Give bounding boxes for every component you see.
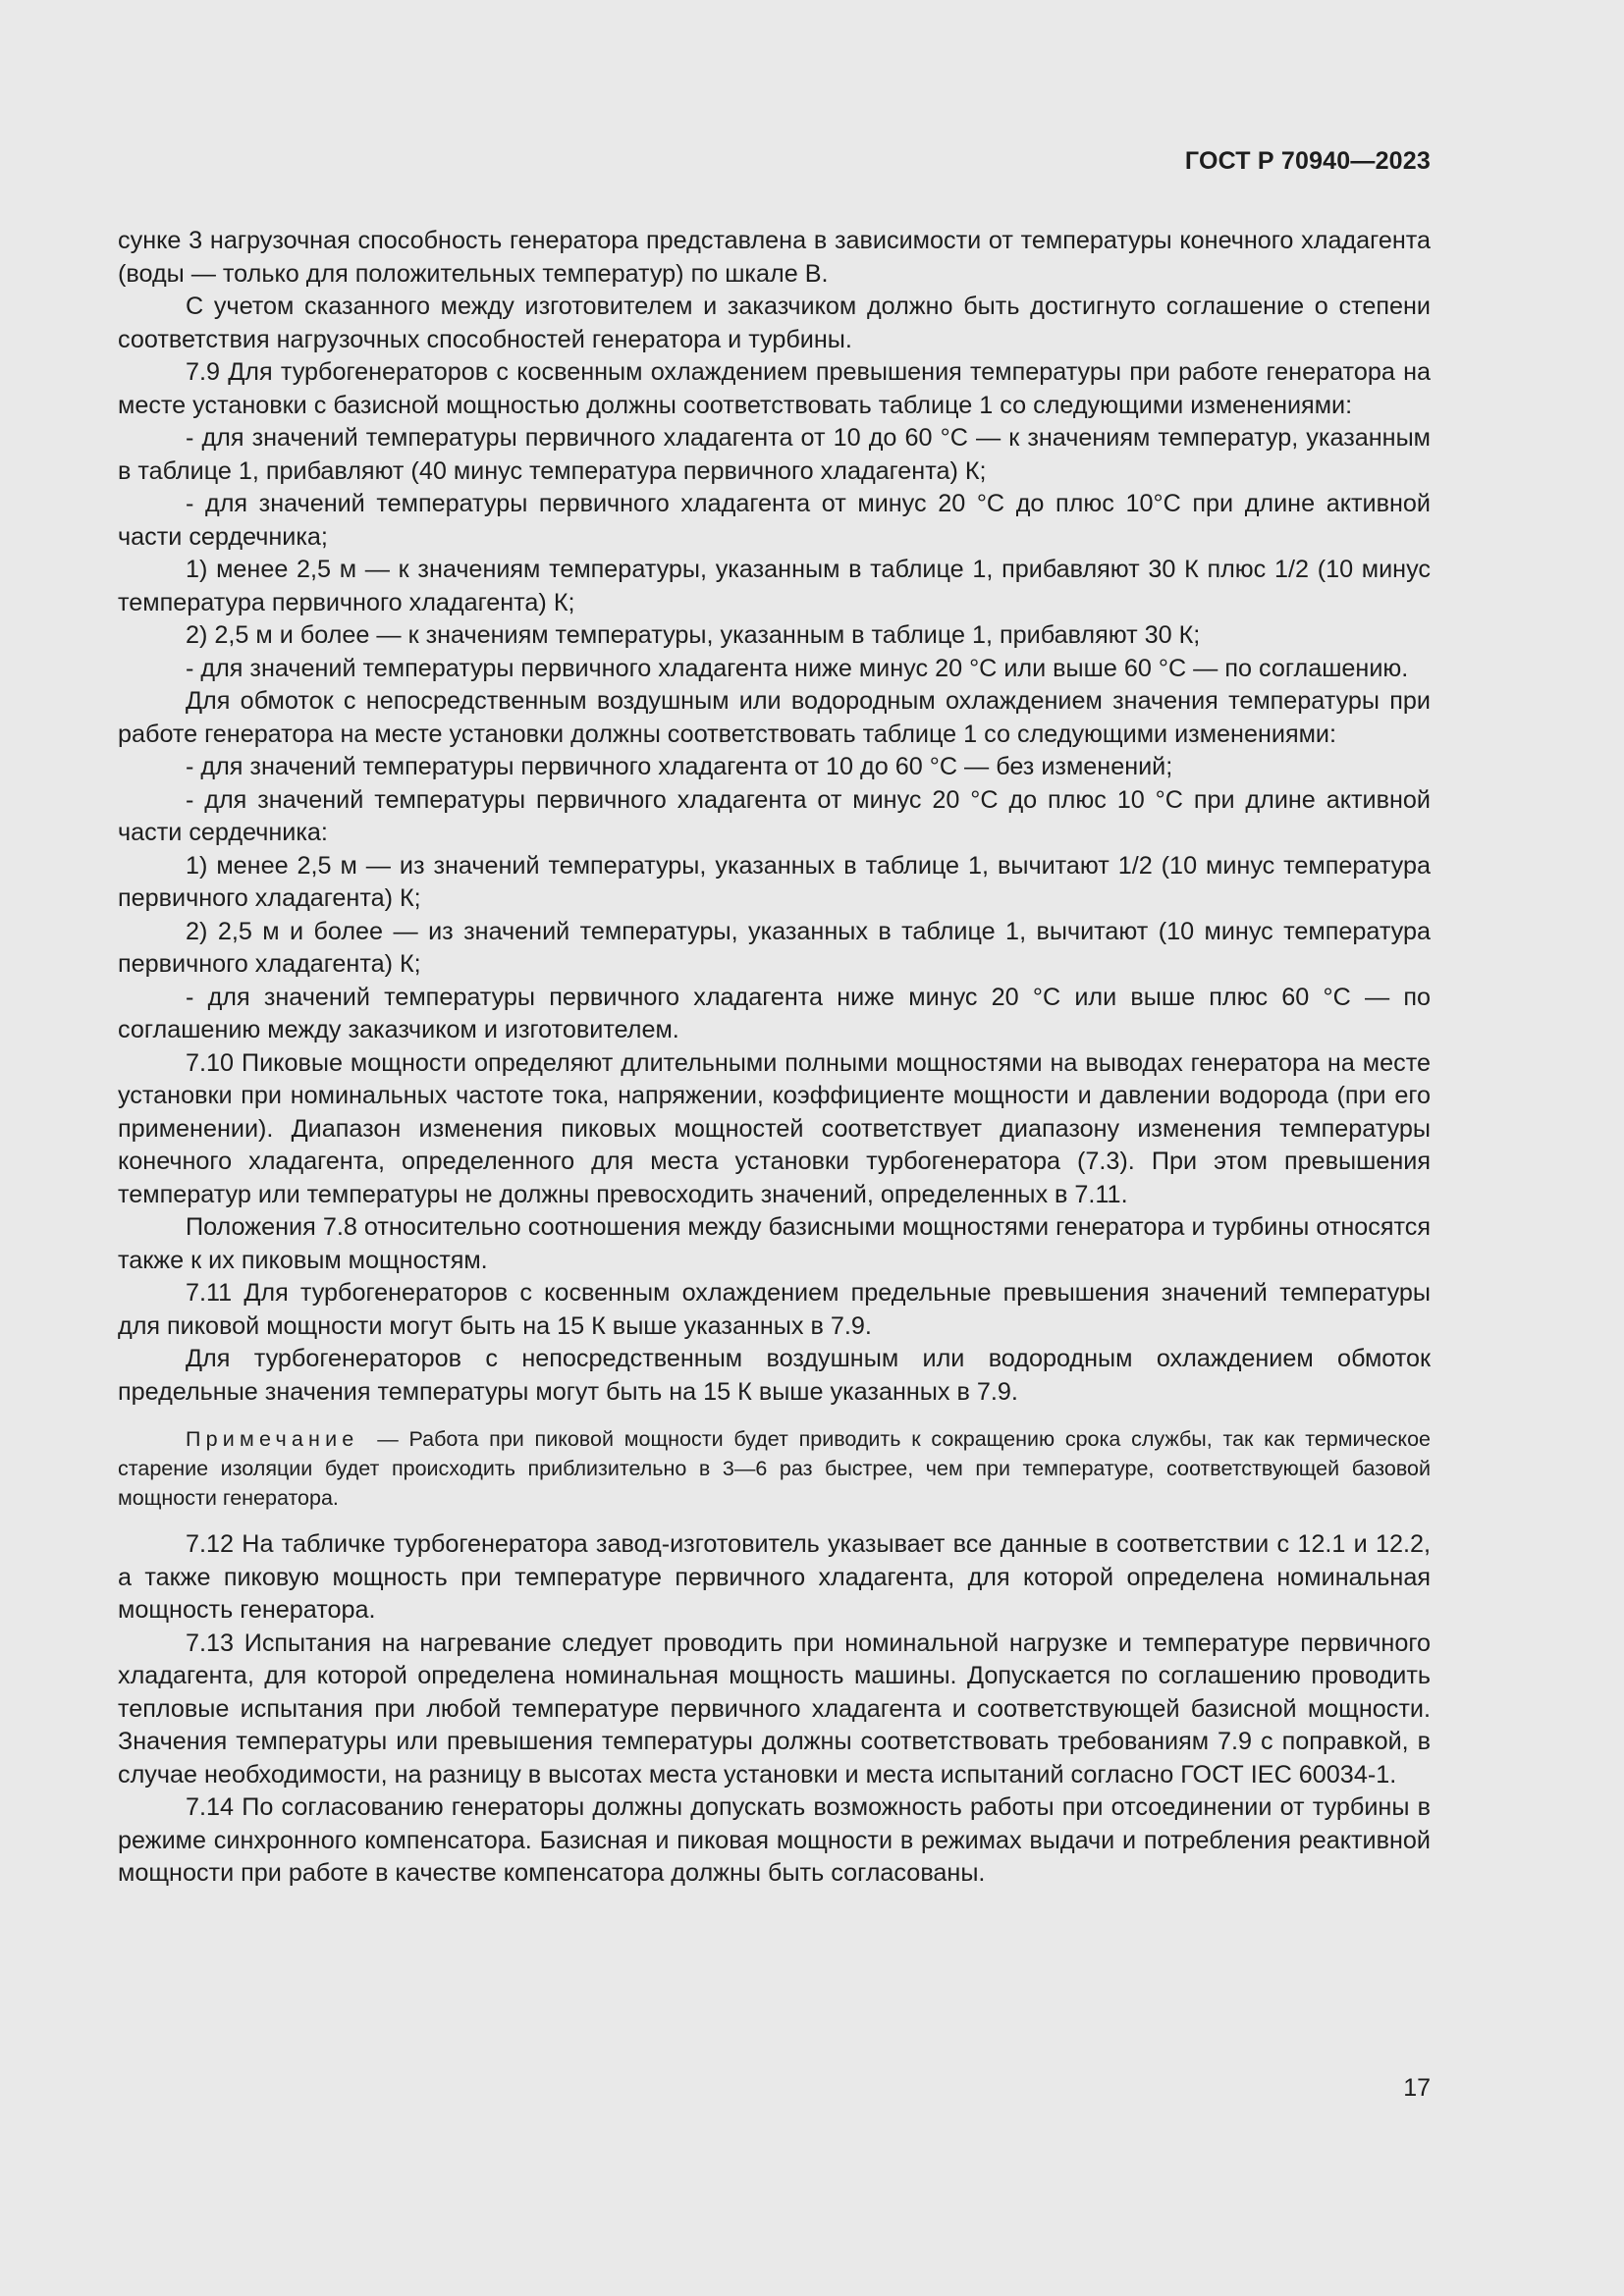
paragraph: Для турбогенераторов с непосредственным воздушным или водородным охлаждением обмоток предельные значения температуры могут быть на 15 К выше указанных в 7.9. <box>118 1345 1431 1406</box>
paragraph: Положения 7.8 относительно соотношения между базисными мощностями генератора и турбины относятся также к их пиковым мощностям. <box>118 1213 1431 1274</box>
paragraph: Для обмоток с непосредственным воздушным или водородным охлаждением значения температуры при работе генератора на месте установки должны соответствовать таблице 1 со следующими изменениями: <box>118 687 1431 748</box>
note-label: Примечание <box>186 1427 359 1451</box>
paragraph-clause-7-9: 7.9 Для турбогенераторов с косвенным охлаждением превышения температуры при работе генератора на месте установки с базисной мощностью должны соответствовать таблице 1 со следующими изменениями: <box>118 358 1431 419</box>
note <box>118 1424 1431 1513</box>
paragraph-clause-7-12: 7.12 На табличке турбогенератора завод-изготовитель указывает все данные в соответствии с 12.1 и 12.2, а также пиковую мощность при температуре первичного хладагента, для которой определена номинальная мощность генератора. <box>118 1530 1431 1624</box>
list-item: - для значений температуры первичного хладагента от минус 20 °С до плюс 10°С при длине активной части сердечника; <box>118 490 1431 551</box>
paragraph-continuation: сунке 3 нагрузочная способность генератора представлена в зависимости от температуры конечного хладагента (воды — только для положительных температур) по шкале В. <box>118 227 1431 288</box>
page-number: 17 <box>1403 2074 1431 2102</box>
list-item: - для значений температуры первичного хладагента от 10 до 60 °С — к значениям температур, указанным в таблице 1, прибавляют (40 минус температура первичного хладагента) К; <box>118 424 1431 485</box>
document-code-header: ГОСТ Р 70940—2023 <box>1184 147 1431 175</box>
paragraph-clause-7-11: 7.11 Для турбогенераторов с косвенным охлаждением предельные превышения значений температуры для пиковой мощности могут быть на 15 К выше указанных в 7.9. <box>118 1279 1431 1340</box>
list-item: 1) менее 2,5 м — к значениям температуры, указанным в таблице 1, прибавляют 30 К плюс 1/2 (10 минус температура первичного хладагента) К; <box>118 556 1431 616</box>
list-item: 2) 2,5 м и более — к значениям температуры, указанным в таблице 1, прибавляют 30 К; <box>186 621 1201 649</box>
note-text: Работа при пиковой мощности будет приводить к сокращению срока службы, так как термическое старение изоляции будет происходить приблизительно в 3—6 раз быстрее, чем при температуре, соответствующей базовой мощности генератора. <box>118 1427 1431 1510</box>
paragraph-clause-7-13: 7.13 Испытания на нагревание следует проводить при номинальной нагрузке и температуре первичного хладагента, для которой определена номинальная мощность машины. Допускается по соглашению проводить тепловые испытания при любой температуре первичного хладагента и соответствующей базисной мощности. Значения температуры или превышения температуры должны соответствовать требованиям 7.9 с поправкой, в случае необходимости, на разницу в высотах места установки и места испытаний согласно ГОСТ IEC 60034-1. <box>118 1629 1431 1789</box>
paragraph-clause-7-10: 7.10 Пиковые мощности определяют длительными полными мощностями на выводах генератора на месте установки при номинальных частоте тока, напряжении, коэффициенте мощности и давлении водорода (при его применении). Диапазон изменения пиковых мощностей соответствует диапазону изменения температуры конечного хладагента, определенного для места установки турбогенератора (7.3). При этом превышения температур или температуры не должны превосходить значений, определенных в 7.11. <box>118 1048 1431 1208</box>
list-item: - для значений температуры первичного хладагента от 10 до 60 °С — без изменений; <box>186 753 1173 780</box>
list-item: - для значений температуры первичного хладагента от минус 20 °С до плюс 10 °С при длине активной части сердечника: <box>118 785 1431 846</box>
list-item: - для значений температуры первичного хладагента ниже минус 20 °С или выше 60 °С — по соглашению. <box>186 654 1409 682</box>
list-item: - для значений температуры первичного хладагента ниже минус 20 °С или выше плюс 60 °С — по соглашению между заказчиком и изготовителем. <box>118 983 1431 1043</box>
note-dash: — <box>377 1427 399 1451</box>
paragraph-clause-7-14: 7.14 По согласованию генераторы должны допускать возможность работы при отсоединении от турбины в режиме синхронного компенсатора. Базисная и пиковая мощности в режимах выдачи и потребления реактивной мощности при работе в качестве компенсатора должны быть согласованы. <box>118 1793 1431 1887</box>
list-item: 2) 2,5 м и более — из значений температуры, указанных в таблице 1, вычитают (10 минус температура первичного хладагента) К; <box>118 917 1431 978</box>
list-item: 1) менее 2,5 м — из значений температуры, указанных в таблице 1, вычитают 1/2 (10 минус температура первичного хладагента) К; <box>118 851 1431 912</box>
document-body <box>118 225 1431 1891</box>
paragraph: С учетом сказанного между изготовителем и заказчиком должно быть достигнуто соглашение о степени соответствия нагрузочных способностей генератора и турбины. <box>118 293 1431 353</box>
